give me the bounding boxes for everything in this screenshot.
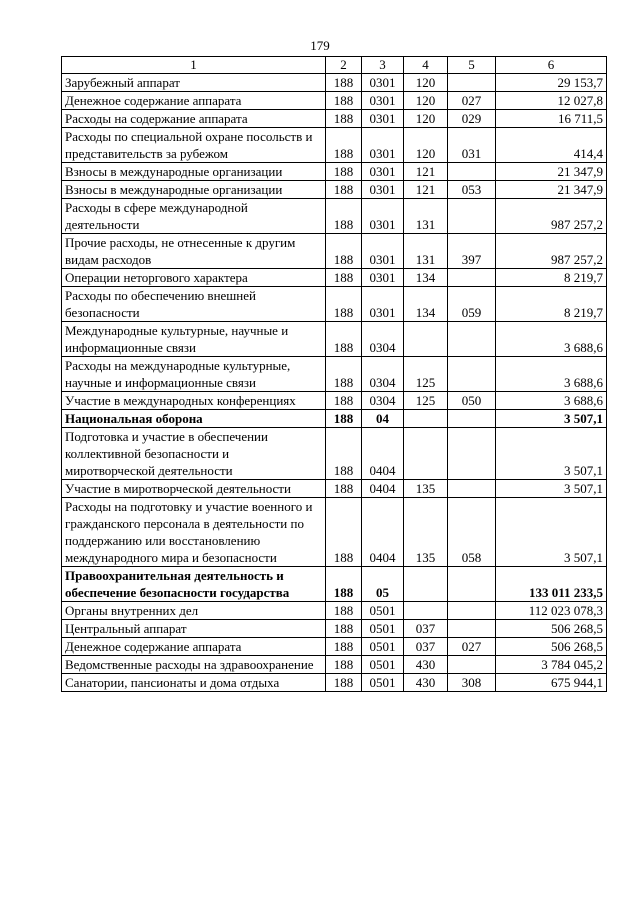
- target-code-cell: 120: [404, 92, 448, 110]
- section-code-cell: 0301: [362, 92, 404, 110]
- section-code-cell: 0404: [362, 480, 404, 498]
- expense-code-cell: [448, 199, 496, 234]
- table-row: [62, 357, 607, 392]
- row-label: Санатории, пансионаты и дома отдыха: [62, 674, 326, 692]
- expense-code-cell: 397: [448, 234, 496, 269]
- code-cell: 188: [326, 567, 362, 602]
- expense-code-cell: 058: [448, 498, 496, 567]
- target-code-cell: 125: [404, 357, 448, 392]
- expense-code-cell: 308: [448, 674, 496, 692]
- table-row: [62, 92, 607, 110]
- section-code-cell: 0301: [362, 128, 404, 163]
- expense-code-cell: [448, 74, 496, 92]
- section-code-cell: 0301: [362, 269, 404, 287]
- section-code-cell: 0404: [362, 498, 404, 567]
- target-code-cell: 120: [404, 110, 448, 128]
- table-row: [62, 638, 607, 656]
- table-row: [62, 480, 607, 498]
- row-label: Правоохранительная деятельность и обеспечение безопасности государства: [62, 567, 326, 602]
- target-code-cell: 121: [404, 181, 448, 199]
- code-cell: 188: [326, 410, 362, 428]
- row-label: Взносы в международные организации: [62, 163, 326, 181]
- row-label: Расходы на содержание аппарата: [62, 110, 326, 128]
- row-label: Подготовка и участие в обеспечении коллективной безопасности и миротворческой деятельности: [62, 428, 326, 480]
- code-cell: 188: [326, 269, 362, 287]
- code-cell: 188: [326, 322, 362, 357]
- expense-code-cell: [448, 322, 496, 357]
- amount-cell: 21 347,9: [496, 163, 607, 181]
- target-code-cell: [404, 428, 448, 480]
- amount-cell: 12 027,8: [496, 92, 607, 110]
- header-row: [62, 57, 607, 74]
- table-row: [62, 199, 607, 234]
- target-code-cell: 125: [404, 392, 448, 410]
- expense-code-cell: 053: [448, 181, 496, 199]
- column-header: 4: [404, 57, 448, 74]
- amount-cell: 414,4: [496, 128, 607, 163]
- row-label: Участие в международных конференциях: [62, 392, 326, 410]
- expense-code-cell: 031: [448, 128, 496, 163]
- row-label: Взносы в международные организации: [62, 181, 326, 199]
- code-cell: 188: [326, 181, 362, 199]
- table-row: [62, 620, 607, 638]
- expense-code-cell: 050: [448, 392, 496, 410]
- target-code-cell: 121: [404, 163, 448, 181]
- table-row: [62, 163, 607, 181]
- code-cell: 188: [326, 428, 362, 480]
- target-code-cell: 134: [404, 287, 448, 322]
- amount-cell: 506 268,5: [496, 620, 607, 638]
- table-row: [62, 110, 607, 128]
- amount-cell: 133 011 233,5: [496, 567, 607, 602]
- expense-code-cell: [448, 602, 496, 620]
- expense-code-cell: [448, 163, 496, 181]
- section-code-cell: 0301: [362, 110, 404, 128]
- table-row: [62, 602, 607, 620]
- row-label: Международные культурные, научные и информационные связи: [62, 322, 326, 357]
- row-label: Прочие расходы, не отнесенные к другим видам расходов: [62, 234, 326, 269]
- table-row: [62, 234, 607, 269]
- expense-code-cell: [448, 269, 496, 287]
- amount-cell: 3 507,1: [496, 480, 607, 498]
- table-row: [62, 74, 607, 92]
- column-header: 1: [62, 57, 326, 74]
- code-cell: 188: [326, 620, 362, 638]
- amount-cell: 506 268,5: [496, 638, 607, 656]
- column-header: 6: [496, 57, 607, 74]
- target-code-cell: 135: [404, 480, 448, 498]
- code-cell: 188: [326, 163, 362, 181]
- amount-cell: 3 507,1: [496, 498, 607, 567]
- amount-cell: 21 347,9: [496, 181, 607, 199]
- expense-code-cell: [448, 428, 496, 480]
- expense-code-cell: 059: [448, 287, 496, 322]
- table-row: [62, 428, 607, 480]
- expense-code-cell: [448, 620, 496, 638]
- code-cell: 188: [326, 357, 362, 392]
- section-code-cell: 05: [362, 567, 404, 602]
- target-code-cell: 037: [404, 620, 448, 638]
- table-header: [62, 57, 607, 74]
- code-cell: 188: [326, 128, 362, 163]
- code-cell: 188: [326, 92, 362, 110]
- row-label: Органы внутренних дел: [62, 602, 326, 620]
- amount-cell: 987 257,2: [496, 199, 607, 234]
- target-code-cell: 120: [404, 74, 448, 92]
- column-header: 3: [362, 57, 404, 74]
- budget-table: [61, 56, 607, 692]
- code-cell: 188: [326, 199, 362, 234]
- amount-cell: 3 784 045,2: [496, 656, 607, 674]
- code-cell: 188: [326, 74, 362, 92]
- amount-cell: 8 219,7: [496, 287, 607, 322]
- row-label: Денежное содержание аппарата: [62, 638, 326, 656]
- section-code-cell: 0301: [362, 163, 404, 181]
- table-row: [62, 498, 607, 567]
- code-cell: 188: [326, 638, 362, 656]
- amount-cell: 987 257,2: [496, 234, 607, 269]
- amount-cell: 29 153,7: [496, 74, 607, 92]
- code-cell: 188: [326, 602, 362, 620]
- target-code-cell: 430: [404, 674, 448, 692]
- table-row: [62, 128, 607, 163]
- code-cell: 188: [326, 287, 362, 322]
- table-row: [62, 410, 607, 428]
- amount-cell: 8 219,7: [496, 269, 607, 287]
- expense-code-cell: [448, 656, 496, 674]
- target-code-cell: 134: [404, 269, 448, 287]
- target-code-cell: 120: [404, 128, 448, 163]
- code-cell: 188: [326, 656, 362, 674]
- section-code-cell: 0301: [362, 199, 404, 234]
- section-code-cell: 0501: [362, 656, 404, 674]
- section-code-cell: 0301: [362, 74, 404, 92]
- table-row: [62, 181, 607, 199]
- row-label: Операции неторгового характера: [62, 269, 326, 287]
- table-row: [62, 392, 607, 410]
- section-code-cell: 0501: [362, 620, 404, 638]
- code-cell: 188: [326, 392, 362, 410]
- expense-code-cell: 027: [448, 638, 496, 656]
- code-cell: 188: [326, 498, 362, 567]
- target-code-cell: [404, 602, 448, 620]
- section-code-cell: 0304: [362, 322, 404, 357]
- code-cell: 188: [326, 234, 362, 269]
- table-row: [62, 656, 607, 674]
- expense-code-cell: [448, 480, 496, 498]
- row-label: Денежное содержание аппарата: [62, 92, 326, 110]
- target-code-cell: [404, 410, 448, 428]
- amount-cell: 16 711,5: [496, 110, 607, 128]
- section-code-cell: 0301: [362, 181, 404, 199]
- row-label: Зарубежный аппарат: [62, 74, 326, 92]
- table-row: [62, 322, 607, 357]
- section-code-cell: 04: [362, 410, 404, 428]
- amount-cell: 3 688,6: [496, 322, 607, 357]
- section-code-cell: 0301: [362, 287, 404, 322]
- section-code-cell: 0304: [362, 392, 404, 410]
- section-code-cell: 0501: [362, 602, 404, 620]
- target-code-cell: [404, 567, 448, 602]
- amount-cell: 675 944,1: [496, 674, 607, 692]
- column-header: 2: [326, 57, 362, 74]
- section-code-cell: 0304: [362, 357, 404, 392]
- target-code-cell: 037: [404, 638, 448, 656]
- expense-code-cell: [448, 357, 496, 392]
- expense-code-cell: [448, 410, 496, 428]
- table-row: [62, 567, 607, 602]
- row-label: Расходы по обеспечению внешней безопасности: [62, 287, 326, 322]
- amount-cell: 3 507,1: [496, 428, 607, 480]
- section-code-cell: 0501: [362, 674, 404, 692]
- row-label: Расходы по специальной охране посольств и представительств за рубежом: [62, 128, 326, 163]
- target-code-cell: 430: [404, 656, 448, 674]
- amount-cell: 3 507,1: [496, 410, 607, 428]
- row-label: Расходы в сфере международной деятельности: [62, 199, 326, 234]
- target-code-cell: [404, 322, 448, 357]
- row-label: Расходы на подготовку и участие военного и гражданского персонала в деятельности по поддержанию или восстановлению международного мира и безопасности: [62, 498, 326, 567]
- page-number: 179: [310, 38, 330, 53]
- table-row: [62, 287, 607, 322]
- expense-code-cell: [448, 567, 496, 602]
- table-body: [62, 74, 607, 692]
- target-code-cell: 131: [404, 234, 448, 269]
- row-label: Ведомственные расходы на здравоохранение: [62, 656, 326, 674]
- amount-cell: 112 023 078,3: [496, 602, 607, 620]
- row-label: Центральный аппарат: [62, 620, 326, 638]
- code-cell: 188: [326, 674, 362, 692]
- column-header: 5: [448, 57, 496, 74]
- row-label: Участие в миротворческой деятельности: [62, 480, 326, 498]
- row-label: Расходы на международные культурные, научные и информационные связи: [62, 357, 326, 392]
- target-code-cell: 131: [404, 199, 448, 234]
- section-code-cell: 0404: [362, 428, 404, 480]
- expense-code-cell: 029: [448, 110, 496, 128]
- code-cell: 188: [326, 480, 362, 498]
- code-cell: 188: [326, 110, 362, 128]
- table-row: [62, 674, 607, 692]
- target-code-cell: 135: [404, 498, 448, 567]
- table-row: [62, 269, 607, 287]
- expense-code-cell: 027: [448, 92, 496, 110]
- amount-cell: 3 688,6: [496, 392, 607, 410]
- section-code-cell: 0501: [362, 638, 404, 656]
- section-code-cell: 0301: [362, 234, 404, 269]
- amount-cell: 3 688,6: [496, 357, 607, 392]
- row-label: Национальная оборона: [62, 410, 326, 428]
